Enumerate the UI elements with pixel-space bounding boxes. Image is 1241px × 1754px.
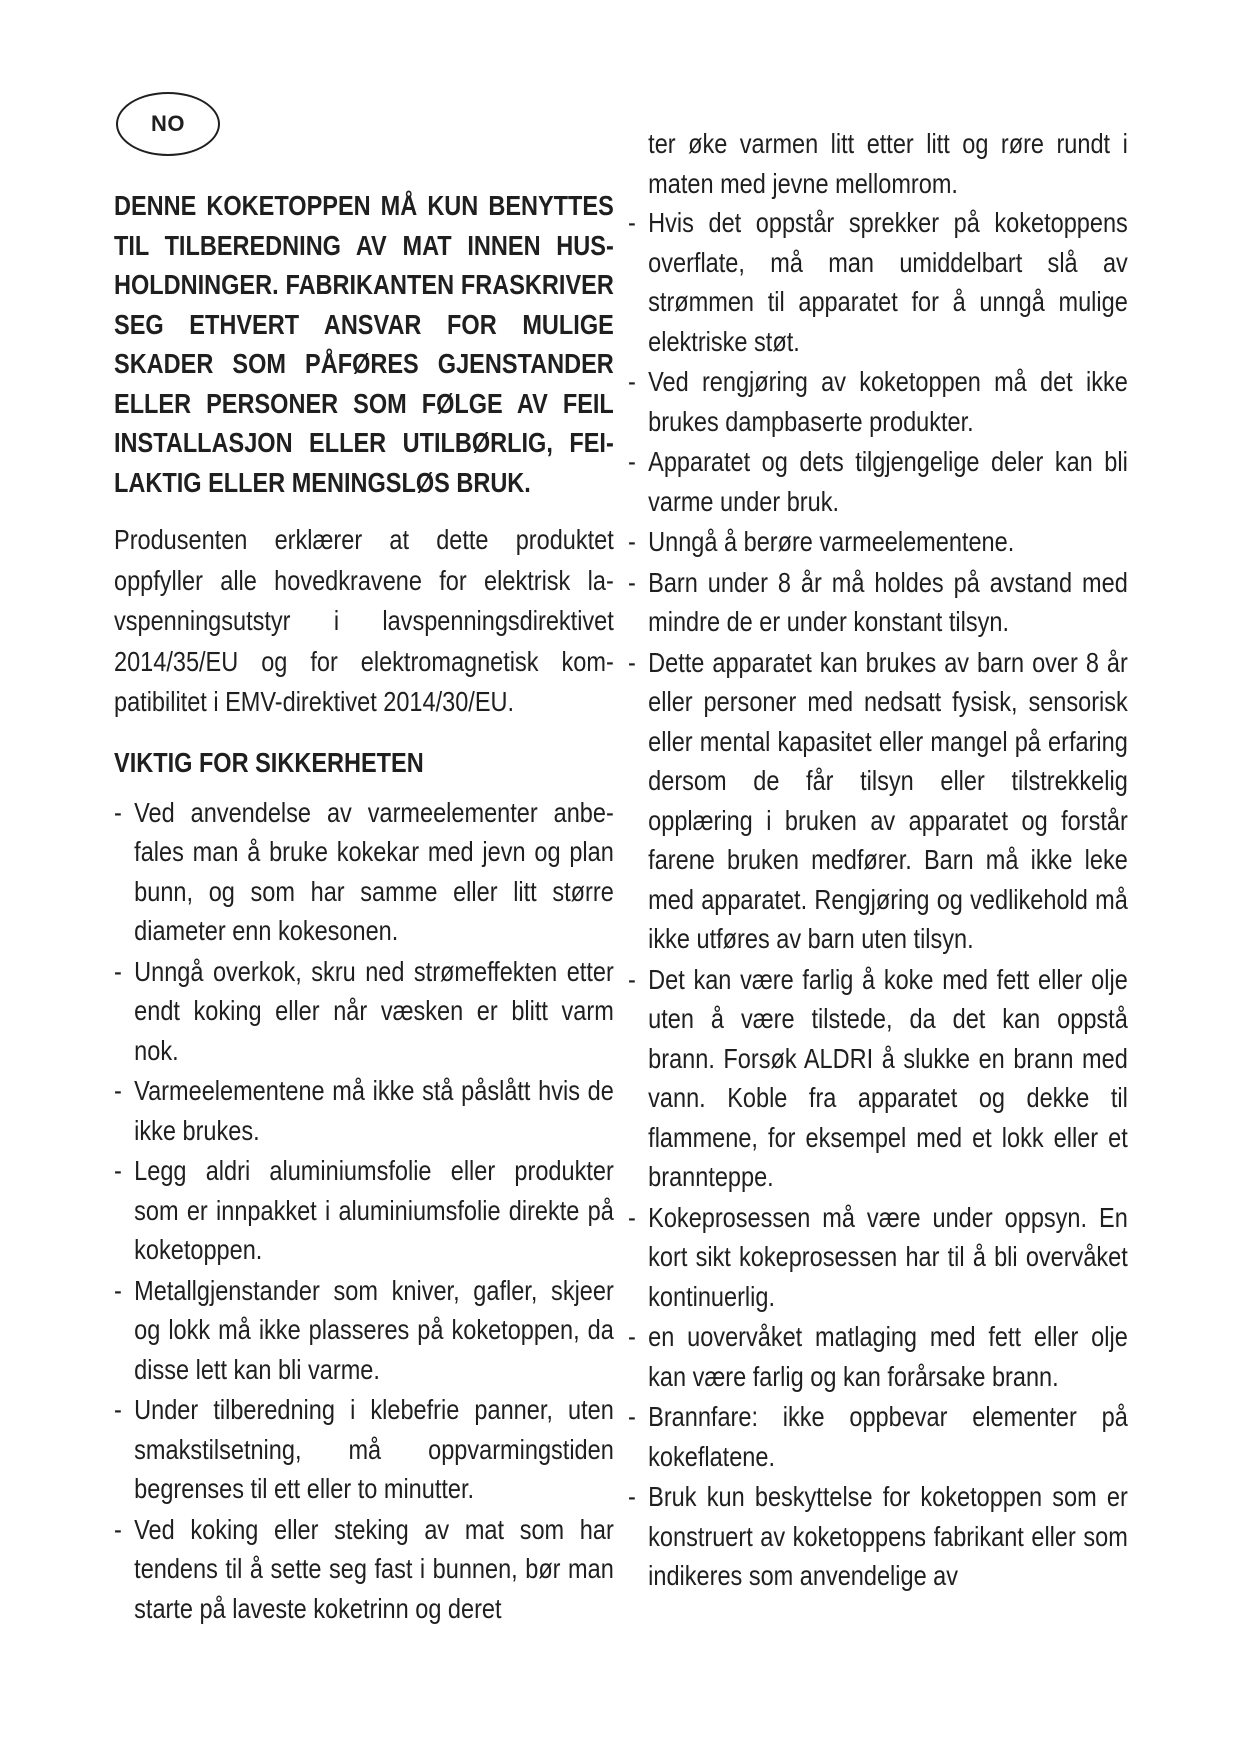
right-column <box>628 124 1128 1597</box>
list-item: - Apparatet og dets tilgjengelige deler kan bli varme under bruk. <box>628 442 1128 521</box>
list-item: - en uovervåket matlaging med fett eller olje kan være farlig og kan forårsake brann. <box>628 1317 1128 1396</box>
safety-list-left <box>114 793 614 1629</box>
list-item: - Unngå overkok, skru ned strømeffekten etter endt koking eller når væsken er blitt varm nok. <box>114 952 614 1071</box>
list-item: - Barn under 8 år må holdes på avstand med mindre de er under konstant tilsyn. <box>628 563 1128 642</box>
list-item: - Hvis det oppstår sprekker på koketoppens overflate, må man umiddelbart slå av strømmen til apparatet for å unngå mulige elektriske støt. <box>628 203 1128 361</box>
list-item: - Legg aldri aluminiumsfolie eller produkter som er innpakket i aluminiumsfolie direkte på koketoppen. <box>114 1151 614 1270</box>
list-item-continuation: ter øke varmen litt etter litt og røre rundt i maten med jevne mellomrom. <box>648 128 1128 199</box>
list-item: - Kokeprosessen må være under oppsyn. En kort sikt kokeprosessen har til å bli overvåket kontinuerlig. <box>628 1198 1128 1317</box>
liability-warning: DENNE KOKETOPPEN MÅ KUN BENYTTES TIL TILBEREDNING AV MAT INNEN HUSHOLDNINGER. FABRIKANTEN FRASKRIVER SEG ETHVERT ANSVAR FOR MULIGE SKADER SOM PÅFØRES GJENSTANDER ELLER PERSONER SOM FØLGE AV FEIL INSTALLASJON ELLER UTILBØRLIG, FEILAKTIG ELLER MENINGSLØS BRUK. <box>114 190 614 498</box>
conformity-statement: Produsenten erklærer at dette produktet oppfyller alle hovedkravene for elektrisk lavspenningsutstyr i lavspenningsdirektivet 2014/35/EU og for elektromagnetisk kompatibilitet i EMV-direktivet 2014/30/EU. <box>114 524 614 717</box>
list-item: - Ved anvendelse av varmeelementer anbefales man å bruke kokekar med jevn og plan bunn, og som har samme eller litt større diameter enn kokesonen. <box>114 793 614 951</box>
list-item: - Metallgjenstander som kniver, gafler, skjeer og lokk må ikke plasseres på koketoppen, da disse lett kan bli varme. <box>114 1271 614 1390</box>
list-item: - Varmeelementene må ikke stå påslått hvis de ikke brukes. <box>114 1071 614 1150</box>
language-badge: NO <box>116 92 220 156</box>
list-item: - Det kan være farlig å koke med fett eller olje uten å være tilstede, da det kan oppstå brann. Forsøk ALDRI å slukke en brann med vann. Koble fra apparatet og dekke til flammene, for eksempel med et lokk eller et brannteppe. <box>628 960 1128 1197</box>
list-item: - Ved koking eller steking av mat som har tendens til å sette seg fast i bunnen, bør man starte på laveste koketrinn og deret <box>114 1510 614 1629</box>
list-item: - Dette apparatet kan brukes av barn over 8 år eller personer med nedsatt fysisk, sensorisk eller mental kapasitet eller mangel på erfaring dersom de får tilsyn eller tilstrekkelig opplæring i bruken av apparatet og forstår farene bruken medfører. Barn må ikke leke med apparatet. Rengjøring og vedlikehold må ikke utføres av barn uten tilsyn. <box>628 643 1128 959</box>
safety-list-right <box>628 203 1128 1596</box>
left-column <box>114 186 614 1629</box>
list-item: - Under tilberedning i klebefrie panner, uten smakstilsetning, må oppvarmingstiden begrenses til ett eller to minutter. <box>114 1390 614 1509</box>
list-item: - Brannfare: ikke oppbevar elementer på kokeflatene. <box>628 1397 1128 1476</box>
list-item: - Bruk kun beskyttelse for koketoppen som er konstruert av koketoppens fabrikant eller som indikeres som anvendelige av <box>628 1477 1128 1596</box>
list-item: - Ved rengjøring av koketoppen må det ikke brukes dampbaserte produkter. <box>628 362 1128 441</box>
list-item: - Unngå å berøre varmeelementene. <box>628 522 1128 562</box>
safety-heading: VIKTIG FOR SIKKERHETEN <box>114 746 424 778</box>
